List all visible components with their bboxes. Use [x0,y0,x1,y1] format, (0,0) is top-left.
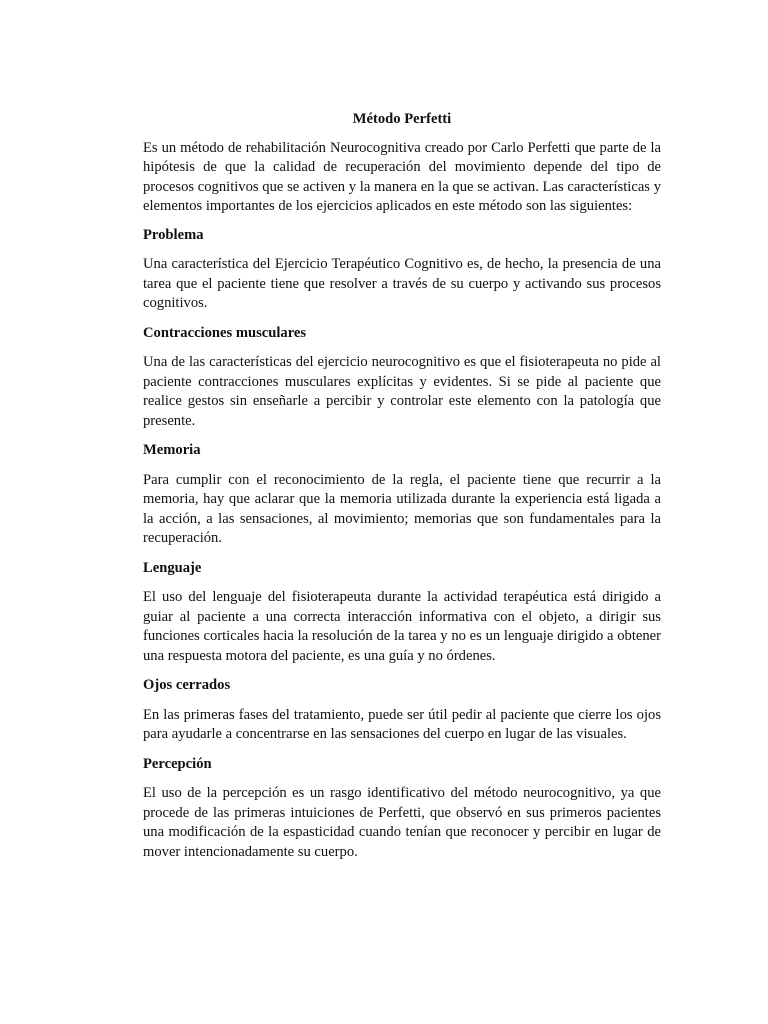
section-percepcion [143,755,661,863]
section-paragraph: Una característica del Ejercicio Terapéutico Cognitivo es, de hecho, la presencia de una tarea que el paciente tiene que resolver a través de su cuerpo y activando sus procesos cognitivos. [143,256,661,311]
section-heading: Problema [143,226,204,243]
section-lenguaje [143,559,661,667]
section-heading: Percepción [143,755,212,772]
section-paragraph: El uso de la percepción es un rasgo identificativo del método neurocognitivo, ya que procede de las primeras intuiciones de Perfetti, que observó en sus primeros pacientes una modificación de la espasticidad cuando tenían que reconocer y percibir en lugar de mover intencionadamente su cuerpo. [143,785,661,860]
document-body [143,110,661,862]
section-contracciones-musculares [143,324,661,432]
section-paragraph: Una de las características del ejercicio neurocognitivo es que el fisioterapeuta no pide al paciente contracciones musculares explícitas y evidentes. Si se pide al paciente que realice gestos sin enseñarle a percibir y controlar este elemento con la patología que presente. [143,354,661,429]
section-problema [143,226,661,314]
section-heading: Ojos cerrados [143,677,231,693]
section-heading: Lenguaje [143,559,202,576]
section-paragraph: En las primeras fases del tratamiento, puede ser útil pedir al paciente que cierre los ojos para ayudarle a concentrarse en las sensaciones del cuerpo en lugar de las visuales. [143,706,661,742]
section-paragraph: Para cumplir con el reconocimiento de la regla, el paciente tiene que recurrir a la memoria, hay que aclarar que la memoria utilizada durante la experiencia está ligada a la acción, a las sensaciones, al movimiento; memorias que son fundamentales para la recuperación. [143,471,661,546]
section-memoria [143,441,661,549]
section-paragraph: El uso del lenguaje del fisioterapeuta durante la actividad terapéutica está dirigido a guiar al paciente a una correcta interacción informativa con el objeto, a dirigir sus funciones corticales hacia la resolución de la tarea y no es un lenguaje dirigido a obtener una respuesta motora del paciente, es una guía y no órdenes. [143,589,661,664]
page-title: Método Perfetti [352,111,452,127]
intro-paragraph: Es un método de rehabilitación Neurocognitiva creado por Carlo Perfetti que parte de la hipótesis de que la calidad de recuperación del movimiento depende del tipo de procesos cognitivos que se activen y la manera en la que se activan. Las características y elementos importantes de los ejercicios aplicados en este método son las siguientes: [143,139,661,214]
section-heading: Contracciones musculares [143,324,307,341]
section-heading: Memoria [143,442,201,458]
section-ojos-cerrados [143,676,661,745]
